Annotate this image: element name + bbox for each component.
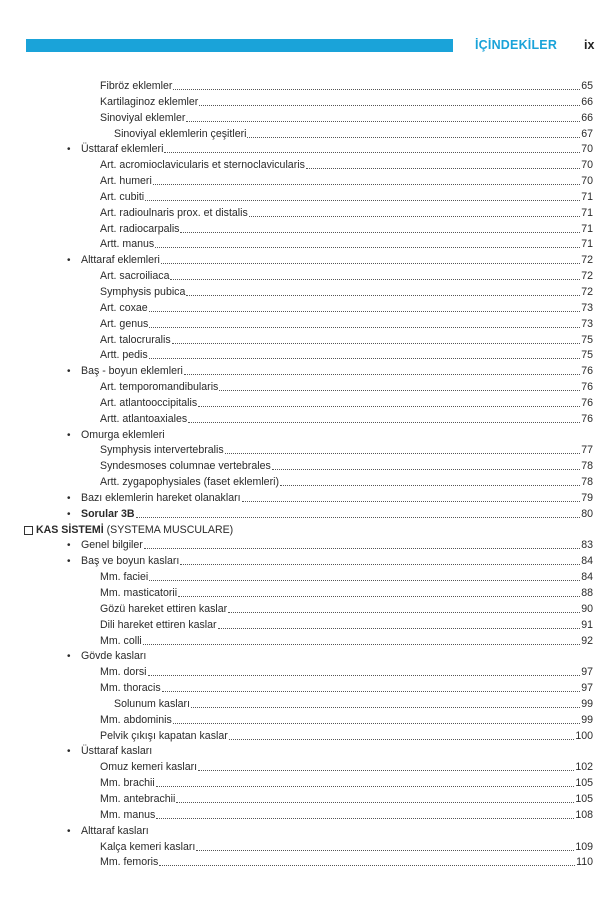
- toc-entry[interactable]: [0, 285, 613, 301]
- toc-entry-page: 91: [581, 618, 593, 631]
- toc-entry-label: Üsttaraf kasları: [81, 745, 153, 758]
- toc-entry-label: Mm. femoris: [100, 856, 159, 869]
- toc-entry-page: 97: [581, 666, 593, 679]
- header-bar: [26, 39, 453, 52]
- toc-entry[interactable]: [0, 697, 613, 713]
- toc-entry[interactable]: [0, 190, 613, 206]
- toc-entry-label: Alttaraf kasları: [81, 824, 149, 837]
- toc-entry[interactable]: [0, 269, 613, 285]
- toc-entry[interactable]: [0, 586, 613, 602]
- dot-leader: [229, 739, 575, 740]
- dot-leader: [178, 596, 580, 597]
- dot-leader: [180, 232, 580, 233]
- toc-entry-label: Syndesmoses columnae vertebrales: [100, 460, 271, 473]
- toc-entry-label: Üsttaraf eklemleri: [81, 143, 164, 156]
- toc-entry-label: Artt. zygapophysiales (faset eklemleri): [100, 476, 279, 489]
- dot-leader: [225, 453, 581, 454]
- dot-leader: [149, 327, 580, 328]
- toc-entry[interactable]: [0, 729, 613, 745]
- toc-entry-page: 99: [581, 713, 593, 726]
- toc-entry-page: 71: [581, 190, 593, 203]
- toc-entry-page: 88: [581, 587, 593, 599]
- toc-entry[interactable]: [0, 665, 613, 681]
- toc-entry-label: Artt. atlantoaxiales: [100, 412, 188, 425]
- toc-entry[interactable]: [0, 649, 613, 665]
- dot-leader: [173, 89, 580, 90]
- toc-entry-label: KAS SİSTEMİ (SYSTEMA MUSCULARE): [36, 523, 234, 536]
- bullet-icon: •: [67, 366, 71, 378]
- dot-leader: [242, 501, 581, 502]
- toc-entry[interactable]: [0, 95, 613, 111]
- dot-leader: [161, 263, 580, 264]
- toc-entry-page: 75: [581, 349, 593, 362]
- bullet-icon: •: [67, 255, 71, 267]
- bullet-icon: •: [67, 508, 71, 520]
- toc-entry-label: Mm. dorsi: [100, 666, 147, 679]
- dot-leader: [188, 422, 580, 423]
- dot-leader: [272, 469, 580, 470]
- toc-entry-label: Alttaraf eklemleri: [81, 254, 160, 267]
- toc-entry-label: Artt. pedis: [100, 349, 148, 362]
- toc-entry-label: Art. humeri: [100, 175, 152, 188]
- toc-entry-page: 76: [581, 365, 593, 378]
- toc-entry-label: Mm. faciei: [100, 571, 149, 584]
- toc-entry-label: Kartilaginoz eklemler: [100, 95, 199, 108]
- toc-entry-page: 90: [581, 602, 593, 615]
- toc-entry[interactable]: [0, 142, 613, 158]
- dot-leader: [170, 279, 580, 280]
- toc-entry[interactable]: [0, 127, 613, 143]
- toc-entry-page: 84: [581, 555, 593, 568]
- toc-entry-label: Omuz kemeri kasları: [100, 761, 198, 774]
- toc-entry-label: Art. talocruralis: [100, 333, 171, 346]
- toc-entry-page: 102: [575, 761, 593, 774]
- toc-entry-label: Art. cubiti: [100, 190, 145, 203]
- toc-entry-label: Sinoviyal eklemler: [100, 111, 186, 124]
- toc-entry[interactable]: [0, 428, 613, 444]
- toc-entry[interactable]: [0, 333, 613, 349]
- dot-leader: [218, 628, 581, 629]
- toc-entry[interactable]: [0, 253, 613, 269]
- toc-entry[interactable]: [0, 206, 613, 222]
- toc-entry-label: Symphysis pubica: [100, 285, 186, 298]
- toc-entry[interactable]: [0, 618, 613, 634]
- dot-leader: [173, 723, 580, 724]
- toc-entry[interactable]: [0, 491, 613, 507]
- bullet-icon: •: [67, 651, 71, 663]
- dot-leader: [153, 184, 580, 185]
- toc-entry-label: Mm. thoracis: [100, 682, 161, 695]
- bullet-icon: •: [67, 825, 71, 837]
- toc-entry[interactable]: [0, 634, 613, 650]
- toc-entry[interactable]: [0, 174, 613, 190]
- toc-entry-page: 99: [581, 697, 593, 710]
- dot-leader: [172, 343, 581, 344]
- dot-leader: [144, 548, 580, 549]
- toc-entry[interactable]: [0, 158, 613, 174]
- toc-entry-label: Sinoviyal eklemlerin çeşitleri: [114, 127, 247, 140]
- toc-entry[interactable]: [0, 570, 613, 586]
- toc-entry-label: Mm. antebrachii: [100, 792, 176, 805]
- toc-entry-label: Art. atlantooccipitalis: [100, 396, 198, 409]
- dot-leader: [186, 295, 580, 296]
- toc-entry[interactable]: [0, 364, 613, 380]
- bullet-icon: •: [67, 540, 71, 552]
- toc-entry-label: Sorular 3B: [81, 507, 135, 520]
- toc-entry[interactable]: [0, 554, 613, 570]
- toc-entry-page: 65: [581, 80, 593, 92]
- toc-entry-label: Fibröz eklemler: [100, 80, 173, 92]
- toc-entry-page: 92: [581, 634, 593, 647]
- toc-entry-label: Art. genus: [100, 317, 149, 330]
- toc-entry[interactable]: [0, 301, 613, 317]
- toc-entry-page: 76: [581, 412, 593, 425]
- toc-entry-page: 76: [581, 396, 593, 409]
- dot-leader: [280, 485, 580, 486]
- bullet-icon: •: [67, 492, 71, 504]
- toc-entry[interactable]: [0, 475, 613, 491]
- dot-leader: [145, 200, 580, 201]
- page-number: ix: [584, 38, 595, 52]
- toc-entry-label: Mm. colli: [100, 634, 142, 647]
- dot-leader: [198, 406, 580, 407]
- dot-leader: [155, 247, 580, 248]
- bullet-icon: •: [67, 144, 71, 156]
- toc-entry-label: Art. sacroiliaca: [100, 270, 170, 283]
- toc-entry-page: 105: [575, 792, 593, 805]
- toc-entry[interactable]: [0, 808, 613, 824]
- toc-entry[interactable]: [0, 222, 613, 238]
- toc-entry-label: Art. temporomandibularis: [100, 381, 219, 394]
- toc-entry-label: Mm. brachii: [100, 777, 155, 790]
- toc-entry-page: 108: [575, 808, 593, 821]
- toc-entry-page: 71: [581, 238, 593, 251]
- toc-entry[interactable]: [0, 523, 613, 539]
- toc-entry-page: 66: [581, 111, 593, 124]
- dot-leader: [156, 818, 574, 819]
- toc-entry[interactable]: [0, 744, 613, 760]
- toc-entry-label: Art. radioulnaris prox. et distalis: [100, 206, 248, 219]
- dot-leader: [196, 850, 574, 851]
- toc-entry-page: 97: [581, 682, 593, 695]
- toc-entry-page: 72: [581, 270, 593, 283]
- dot-leader: [191, 707, 580, 708]
- dot-leader: [156, 786, 575, 787]
- toc-entry-label: Art. radiocarpalis: [100, 222, 180, 235]
- toc-entry-page: 105: [575, 777, 593, 790]
- dot-leader: [198, 770, 574, 771]
- table-of-contents: [0, 79, 613, 871]
- dot-leader: [143, 644, 580, 645]
- toc-entry[interactable]: [0, 855, 613, 871]
- toc-entry-page: 78: [581, 476, 593, 489]
- toc-entry[interactable]: [0, 507, 613, 523]
- dot-leader: [148, 675, 581, 676]
- toc-entry-label: Artt. manus: [100, 238, 155, 251]
- toc-entry[interactable]: [0, 412, 613, 428]
- dot-leader: [164, 152, 580, 153]
- dot-leader: [159, 865, 575, 866]
- toc-entry[interactable]: [0, 713, 613, 729]
- toc-entry[interactable]: [0, 681, 613, 697]
- toc-entry[interactable]: [0, 602, 613, 618]
- toc-entry[interactable]: [0, 380, 613, 396]
- dot-leader: [136, 517, 581, 518]
- toc-entry[interactable]: [0, 824, 613, 840]
- toc-entry-label: Symphysis intervertebralis: [100, 444, 224, 457]
- toc-entry-label: Gözü hareket ettiren kaslar: [100, 602, 228, 615]
- toc-entry-label: Solunum kasları: [114, 697, 190, 710]
- bullet-icon: •: [67, 746, 71, 758]
- toc-entry-label: Kalça kemeri kasları: [100, 840, 196, 853]
- toc-entry[interactable]: [0, 348, 613, 364]
- bullet-icon: •: [67, 556, 71, 568]
- toc-entry[interactable]: [0, 79, 613, 95]
- page-title: İÇİNDEKİLER: [475, 38, 558, 52]
- toc-entry-label: Baş ve boyun kasları: [81, 555, 180, 568]
- toc-entry-label: Omurga eklemleri: [81, 428, 165, 441]
- toc-entry-label: Mm. manus: [100, 808, 156, 821]
- dot-leader: [149, 311, 581, 312]
- toc-entry[interactable]: [0, 760, 613, 776]
- dot-leader: [228, 612, 580, 613]
- checkbox-square-icon: [24, 526, 33, 535]
- toc-entry[interactable]: [0, 792, 613, 808]
- toc-entry-page: 84: [581, 571, 593, 584]
- toc-entry[interactable]: [0, 396, 613, 412]
- toc-entry[interactable]: [0, 443, 613, 459]
- dot-leader: [247, 137, 580, 138]
- toc-entry-page: 77: [581, 444, 593, 457]
- toc-entry-page: 67: [581, 127, 593, 140]
- toc-entry-page: 73: [581, 317, 593, 330]
- toc-entry-page: 73: [581, 301, 593, 314]
- toc-entry-page: 72: [581, 254, 593, 267]
- toc-entry-page: 70: [581, 159, 593, 172]
- toc-entry-page: 110: [576, 856, 593, 869]
- toc-entry-page: 70: [581, 143, 593, 156]
- toc-entry-page: 100: [575, 729, 593, 742]
- toc-entry[interactable]: [0, 776, 613, 792]
- toc-entry-page: 79: [581, 491, 593, 504]
- toc-entry-label: Art. acromioclavicularis et sternoclavicularis: [100, 159, 305, 172]
- toc-entry[interactable]: [0, 317, 613, 333]
- toc-entry-label: Baş - boyun eklemleri: [81, 365, 183, 378]
- dot-leader: [184, 374, 580, 375]
- toc-entry-page: 70: [581, 175, 593, 188]
- toc-entry-label: Pelvik çıkışı kapatan kaslar: [100, 729, 228, 742]
- toc-entry-label: Genel bilgiler: [81, 539, 143, 552]
- dot-leader: [176, 802, 574, 803]
- toc-entry-label: Gövde kasları: [81, 650, 147, 663]
- toc-entry-page: 76: [581, 381, 593, 394]
- bullet-icon: •: [67, 429, 71, 441]
- toc-entry[interactable]: [0, 840, 613, 856]
- toc-entry-page: 66: [581, 95, 593, 108]
- toc-entry-page: 72: [581, 285, 593, 298]
- toc-entry-label: Bazı eklemlerin hareket olanakları: [81, 491, 241, 504]
- dot-leader: [306, 168, 580, 169]
- dot-leader: [149, 580, 580, 581]
- dot-leader: [186, 121, 580, 122]
- toc-entry[interactable]: [0, 459, 613, 475]
- toc-entry-page: 83: [581, 539, 593, 552]
- toc-entry-page: 75: [581, 333, 593, 346]
- dot-leader: [249, 216, 580, 217]
- toc-entry[interactable]: [0, 237, 613, 253]
- toc-entry[interactable]: [0, 111, 613, 127]
- dot-leader: [162, 691, 581, 692]
- dot-leader: [180, 564, 580, 565]
- toc-entry-page: 78: [581, 460, 593, 473]
- toc-entry-label: Dili hareket ettiren kaslar: [100, 618, 217, 631]
- toc-entry-page: 80: [581, 507, 593, 520]
- dot-leader: [199, 105, 580, 106]
- toc-entry-label: Mm. abdominis: [100, 713, 172, 726]
- dot-leader: [149, 358, 581, 359]
- toc-entry-label: Mm. masticatorii: [100, 587, 178, 599]
- toc-entry[interactable]: [0, 538, 613, 554]
- dot-leader: [219, 390, 580, 391]
- toc-entry-page: 71: [581, 222, 593, 235]
- toc-entry-page: 71: [581, 206, 593, 219]
- toc-entry-page: 109: [575, 840, 593, 853]
- toc-entry-label: Art. coxae: [100, 301, 148, 314]
